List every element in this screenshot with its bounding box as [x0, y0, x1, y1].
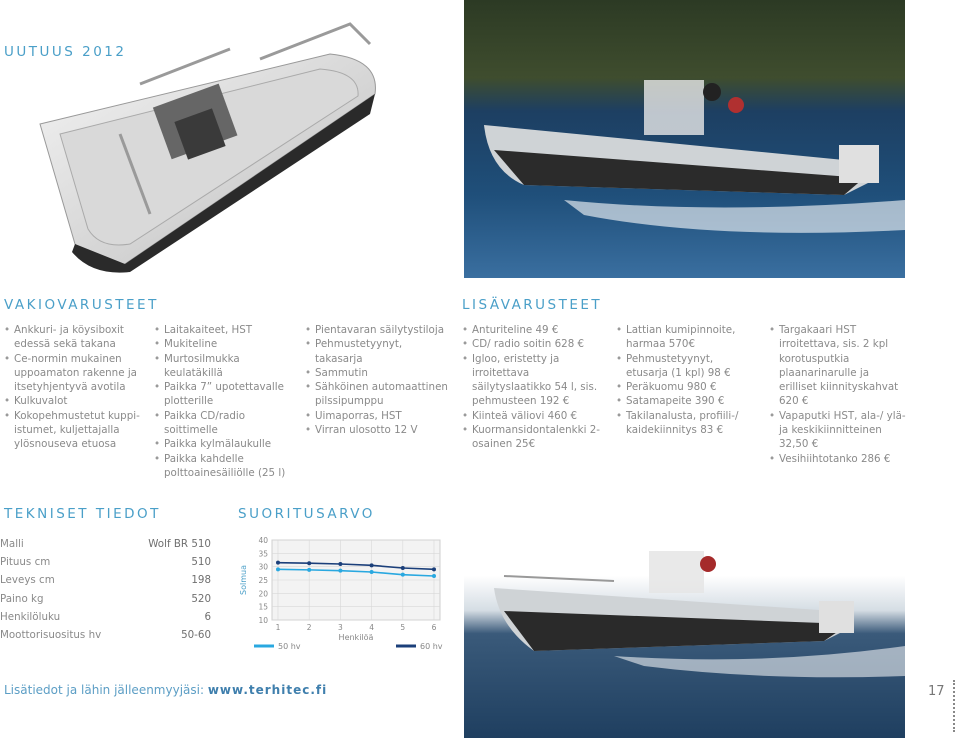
list-item: • Ce-normin mukainen uppoamaton rakenne ja itsetyhjentyvä avotila	[4, 352, 144, 395]
chart-data-point	[338, 562, 342, 566]
chart-data-point	[276, 561, 280, 565]
chart-x-tick-label: 6	[431, 623, 437, 632]
chart-y-tick-label: 20	[258, 589, 268, 599]
list-item: • Lattian kumipinnoite, harmaa 570€	[616, 323, 756, 352]
chart-y-tick-label: 15	[258, 602, 268, 612]
list-item: • Pientavaran säilytystiloja	[305, 323, 450, 337]
list-item: • Murtosilmukka keulatäkillä	[154, 352, 294, 381]
spec-value: Wolf BR 510	[148, 538, 211, 550]
list-item: • Paikka kylmälaukulle	[154, 437, 294, 451]
list-item: • CD/ radio soitin 628 €	[462, 337, 602, 351]
chart-x-tick-label: 4	[369, 623, 374, 632]
spec-value: 520	[191, 592, 211, 605]
chart-y-tick-label: 35	[258, 549, 268, 559]
extra-equipment-list-2	[616, 323, 756, 437]
spec-value: 198	[191, 574, 211, 587]
list-item: • Mukiteline	[154, 337, 294, 351]
performance-chart	[230, 530, 450, 660]
boat-action-photo	[464, 0, 905, 278]
spec-row	[0, 629, 211, 647]
chart-data-point	[401, 573, 405, 577]
chart-data-point	[401, 566, 405, 570]
chart-data-point	[370, 563, 374, 567]
list-item: • Anturiteline 49 €	[462, 323, 602, 337]
boat-side-photo	[464, 506, 905, 738]
website-link[interactable]: www.terhitec.fi	[207, 683, 328, 697]
chart-data-point	[307, 561, 311, 565]
list-item: • Uimaporras, HST	[305, 409, 450, 423]
extra-equipment-list-1	[462, 323, 602, 452]
chart-data-point	[276, 567, 280, 571]
list-item: • Peräkuomu 980 €	[616, 380, 756, 394]
chart-data-point	[370, 570, 374, 574]
page-number: 17	[928, 684, 945, 699]
chart-y-tick-label: 30	[258, 562, 268, 572]
chart-x-axis-label: Henkilöä	[338, 633, 374, 642]
chart-legend-label: 60 hv	[420, 642, 443, 651]
list-item: • Igloo, eristetty ja irroitettava säilytyslaatikko 54 l, sis. pehmusteen 192 €	[462, 352, 602, 409]
spec-row	[0, 556, 211, 574]
list-item: • Ankkuri- ja köysiboxit edessä sekä takana	[4, 323, 144, 352]
chart-y-tick-label: 25	[258, 576, 268, 585]
list-item: • Takilanalusta, profiili-/ kaidekiinnitys 83 €	[616, 409, 756, 438]
list-item: • Vesihiihtotanko 286 €	[769, 452, 909, 466]
chart-y-axis-label: Solmua	[239, 565, 248, 595]
list-item: • Satamapeite 390 €	[616, 394, 756, 408]
boat-top-view-image	[30, 14, 390, 276]
chart-x-tick-label: 2	[306, 623, 312, 632]
list-item: • Pehmustetyynyt, etusarja (1 kpl) 98 €	[616, 352, 756, 381]
chart-data-point	[307, 568, 311, 572]
list-item: • Sähköinen automaattinen pilssipumppu	[305, 380, 450, 409]
list-item: • Vapaputki HST, ala-/ ylä- ja keskikiinnitteinen 32,50 €	[769, 409, 909, 452]
extra-equipment-title: LISÄVARUSTEET	[462, 297, 603, 313]
list-item: • Virran ulosotto 12 V	[305, 423, 450, 437]
spec-label: Leveys cm	[0, 574, 55, 587]
spec-label: Pituus cm	[0, 556, 51, 569]
standard-equipment-title: VAKIOVARUSTEET	[4, 297, 159, 313]
list-item: • Pehmustetyynyt, takasarja	[305, 337, 450, 366]
chart-y-tick-label: 40	[258, 536, 268, 545]
spec-value: 50-60	[181, 629, 211, 641]
list-item: • Paikka CD/radio soittimelle	[154, 409, 294, 438]
chart-legend-label: 50 hv	[278, 642, 301, 651]
footer-text: Lisätiedot ja lähin jälleenmyyjäsi:	[4, 683, 205, 697]
chart-x-tick-label: 1	[275, 623, 281, 632]
list-item: • Kuormansidontalenkki 2-osainen 25€	[462, 423, 602, 452]
spec-value: 6	[204, 610, 211, 623]
spec-row	[0, 574, 211, 592]
side-dots	[953, 680, 958, 732]
chart-y-tick-label: 10	[258, 616, 268, 625]
list-item: • Paikka 7” upotettavalle plotterille	[154, 380, 294, 409]
spec-label: Henkilöluku	[0, 610, 61, 623]
spec-label: Moottorisuositus hv	[0, 629, 102, 641]
list-item: • Kokopehmustetut kuppi-istumet, kuljettajalla ylösnouseva etuosa	[4, 409, 144, 452]
list-item: • Kiinteä väliovi 460 €	[462, 409, 602, 423]
spec-label: Malli	[0, 538, 24, 550]
chart-x-tick-label: 5	[400, 623, 406, 632]
chart-data-point	[432, 574, 436, 578]
page-title: UUTUUS 2012	[4, 44, 127, 60]
list-item: • Sammutin	[305, 366, 450, 380]
list-item: • Kulkuvalot	[4, 394, 144, 408]
chart-data-point	[338, 569, 342, 573]
spec-row	[0, 611, 211, 629]
specs-table	[0, 538, 211, 648]
spec-row	[0, 593, 211, 611]
spec-label: Paino kg	[0, 592, 44, 605]
chart-x-tick-label: 3	[338, 623, 343, 632]
spec-row	[0, 538, 211, 556]
list-item: • Targakaari HST irroitettava, sis. 2 kpl korotusputkia plaanarinarulle ja erilliset kiinnityskahvat 620 €	[769, 323, 909, 409]
standard-equipment-list-2	[154, 323, 294, 480]
performance-title: SUORITUSARVO	[238, 506, 375, 522]
list-item: • Laitakaiteet, HST	[154, 323, 294, 337]
chart-data-point	[432, 567, 436, 571]
specs-title: TEKNISET TIEDOT	[4, 506, 161, 522]
list-item: • Paikka kahdelle polttoainesäiliölle (25 l)	[154, 452, 294, 481]
extra-equipment-list-3	[769, 323, 909, 466]
footer-info	[4, 683, 327, 697]
spec-value: 510	[191, 556, 211, 569]
standard-equipment-list-3	[305, 323, 450, 437]
standard-equipment-list-1	[4, 323, 144, 452]
